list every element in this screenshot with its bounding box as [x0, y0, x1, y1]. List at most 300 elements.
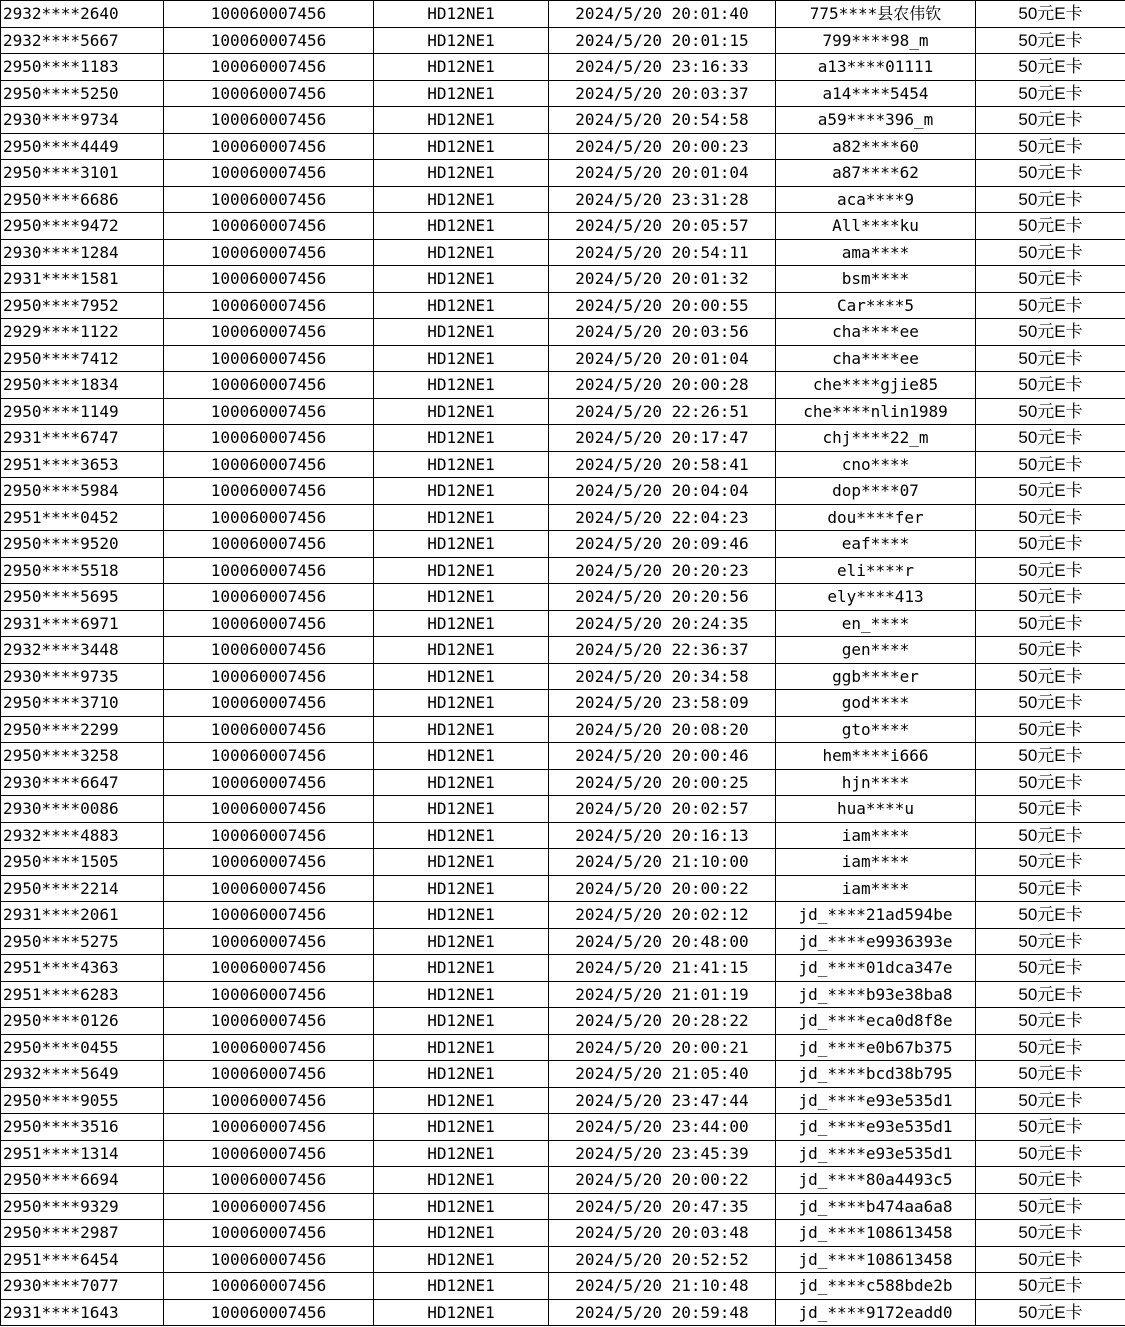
reward-cell: 50元E卡	[976, 902, 1125, 929]
user-cell: cno****	[776, 451, 976, 478]
table-row	[1, 1008, 1125, 1035]
user-cell: jd_****108613458	[776, 1246, 976, 1273]
product-id-cell: 100060007456	[164, 716, 374, 743]
product-id-cell: 100060007456	[164, 928, 374, 955]
datetime-cell: 2024/5/20 21:10:00	[549, 849, 776, 876]
order-id-cell: 2950****9329	[1, 1193, 164, 1220]
reward-cell: 50元E卡	[976, 292, 1125, 319]
user-cell: All****ku	[776, 213, 976, 240]
code-cell: HD12NE1	[374, 1061, 549, 1088]
order-id-cell: 2950****9055	[1, 1087, 164, 1114]
order-id-cell: 2950****2214	[1, 875, 164, 902]
user-cell: Car****5	[776, 292, 976, 319]
order-id-cell: 2951****4363	[1, 955, 164, 982]
code-cell: HD12NE1	[374, 981, 549, 1008]
records-table-body	[1, 1, 1125, 1326]
order-id-cell: 2932****5667	[1, 27, 164, 54]
product-id-cell: 100060007456	[164, 425, 374, 452]
table-row	[1, 584, 1125, 611]
reward-cell: 50元E卡	[976, 345, 1125, 372]
datetime-cell: 2024/5/20 20:54:58	[549, 107, 776, 134]
datetime-cell: 2024/5/20 21:41:15	[549, 955, 776, 982]
user-cell: a13****01111	[776, 54, 976, 81]
user-cell: 799****98_m	[776, 27, 976, 54]
product-id-cell: 100060007456	[164, 902, 374, 929]
code-cell: HD12NE1	[374, 1140, 549, 1167]
table-row	[1, 80, 1125, 107]
code-cell: HD12NE1	[374, 1273, 549, 1300]
table-row	[1, 398, 1125, 425]
table-row	[1, 372, 1125, 399]
table-row	[1, 1273, 1125, 1300]
product-id-cell: 100060007456	[164, 875, 374, 902]
user-cell: jd_****c588bde2b	[776, 1273, 976, 1300]
user-cell: jd_****21ad594be	[776, 902, 976, 929]
order-id-cell: 2951****6454	[1, 1246, 164, 1273]
code-cell: HD12NE1	[374, 1034, 549, 1061]
code-cell: HD12NE1	[374, 239, 549, 266]
code-cell: HD12NE1	[374, 1008, 549, 1035]
reward-cell: 50元E卡	[976, 531, 1125, 558]
reward-cell: 50元E卡	[976, 504, 1125, 531]
user-cell: aca****9	[776, 186, 976, 213]
user-cell: iam****	[776, 849, 976, 876]
order-id-cell: 2950****0126	[1, 1008, 164, 1035]
table-row	[1, 981, 1125, 1008]
reward-cell: 50元E卡	[976, 1114, 1125, 1141]
datetime-cell: 2024/5/20 20:01:04	[549, 160, 776, 187]
user-cell: jd_****108613458	[776, 1220, 976, 1247]
table-row	[1, 849, 1125, 876]
reward-cell: 50元E卡	[976, 663, 1125, 690]
datetime-cell: 2024/5/20 23:44:00	[549, 1114, 776, 1141]
code-cell: HD12NE1	[374, 796, 549, 823]
reward-cell: 50元E卡	[976, 160, 1125, 187]
product-id-cell: 100060007456	[164, 849, 374, 876]
code-cell: HD12NE1	[374, 107, 549, 134]
code-cell: HD12NE1	[374, 1087, 549, 1114]
datetime-cell: 2024/5/20 20:24:35	[549, 610, 776, 637]
order-id-cell: 2932****4883	[1, 822, 164, 849]
code-cell: HD12NE1	[374, 690, 549, 717]
reward-cell: 50元E卡	[976, 1220, 1125, 1247]
product-id-cell: 100060007456	[164, 186, 374, 213]
reward-cell: 50元E卡	[976, 822, 1125, 849]
table-row	[1, 504, 1125, 531]
datetime-cell: 2024/5/20 20:00:55	[549, 292, 776, 319]
table-row	[1, 451, 1125, 478]
code-cell: HD12NE1	[374, 1220, 549, 1247]
product-id-cell: 100060007456	[164, 54, 374, 81]
table-row	[1, 133, 1125, 160]
user-cell: jd_****e93e535d1	[776, 1114, 976, 1141]
table-row	[1, 663, 1125, 690]
reward-cell: 50元E卡	[976, 80, 1125, 107]
product-id-cell: 100060007456	[164, 107, 374, 134]
order-id-cell: 2930****0086	[1, 796, 164, 823]
order-id-cell: 2950****3710	[1, 690, 164, 717]
datetime-cell: 2024/5/20 20:34:58	[549, 663, 776, 690]
datetime-cell: 2024/5/20 20:54:11	[549, 239, 776, 266]
reward-cell: 50元E卡	[976, 875, 1125, 902]
reward-cell: 50元E卡	[976, 955, 1125, 982]
code-cell: HD12NE1	[374, 133, 549, 160]
reward-cell: 50元E卡	[976, 107, 1125, 134]
table-row	[1, 213, 1125, 240]
user-cell: 775****县农伟钦	[776, 1, 976, 28]
reward-cell: 50元E卡	[976, 54, 1125, 81]
product-id-cell: 100060007456	[164, 239, 374, 266]
order-id-cell: 2950****1149	[1, 398, 164, 425]
product-id-cell: 100060007456	[164, 1193, 374, 1220]
table-row	[1, 107, 1125, 134]
product-id-cell: 100060007456	[164, 981, 374, 1008]
product-id-cell: 100060007456	[164, 637, 374, 664]
order-id-cell: 2950****1834	[1, 372, 164, 399]
user-cell: jd_****e93e535d1	[776, 1087, 976, 1114]
product-id-cell: 100060007456	[164, 1167, 374, 1194]
order-id-cell: 2929****1122	[1, 319, 164, 346]
user-cell: en_****	[776, 610, 976, 637]
user-cell: dou****fer	[776, 504, 976, 531]
reward-cell: 50元E卡	[976, 1299, 1125, 1326]
table-row	[1, 637, 1125, 664]
user-cell: eaf****	[776, 531, 976, 558]
datetime-cell: 2024/5/20 20:58:41	[549, 451, 776, 478]
code-cell: HD12NE1	[374, 478, 549, 505]
order-id-cell: 2950****6694	[1, 1167, 164, 1194]
table-row	[1, 557, 1125, 584]
table-row	[1, 345, 1125, 372]
reward-cell: 50元E卡	[976, 398, 1125, 425]
user-cell: jd_****b93e38ba8	[776, 981, 976, 1008]
datetime-cell: 2024/5/20 20:04:04	[549, 478, 776, 505]
order-id-cell: 2950****2299	[1, 716, 164, 743]
order-id-cell: 2950****9472	[1, 213, 164, 240]
reward-cell: 50元E卡	[976, 743, 1125, 770]
order-id-cell: 2950****5275	[1, 928, 164, 955]
user-cell: cha****ee	[776, 345, 976, 372]
table-row	[1, 1167, 1125, 1194]
datetime-cell: 2024/5/20 23:45:39	[549, 1140, 776, 1167]
order-id-cell: 2950****6686	[1, 186, 164, 213]
product-id-cell: 100060007456	[164, 796, 374, 823]
user-cell: jd_****e93e535d1	[776, 1140, 976, 1167]
order-id-cell: 2931****6971	[1, 610, 164, 637]
table-row	[1, 716, 1125, 743]
product-id-cell: 100060007456	[164, 1220, 374, 1247]
product-id-cell: 100060007456	[164, 1061, 374, 1088]
code-cell: HD12NE1	[374, 743, 549, 770]
datetime-cell: 2024/5/20 23:31:28	[549, 186, 776, 213]
user-cell: a87****62	[776, 160, 976, 187]
code-cell: HD12NE1	[374, 663, 549, 690]
order-id-cell: 2950****3258	[1, 743, 164, 770]
datetime-cell: 2024/5/20 20:00:21	[549, 1034, 776, 1061]
datetime-cell: 2024/5/20 20:20:56	[549, 584, 776, 611]
datetime-cell: 2024/5/20 20:03:48	[549, 1220, 776, 1247]
reward-cell: 50元E卡	[976, 1061, 1125, 1088]
code-cell: HD12NE1	[374, 292, 549, 319]
table-row	[1, 160, 1125, 187]
datetime-cell: 2024/5/20 20:00:23	[549, 133, 776, 160]
code-cell: HD12NE1	[374, 1246, 549, 1273]
datetime-cell: 2024/5/20 20:01:04	[549, 345, 776, 372]
reward-cell: 50元E卡	[976, 796, 1125, 823]
product-id-cell: 100060007456	[164, 1087, 374, 1114]
product-id-cell: 100060007456	[164, 504, 374, 531]
order-id-cell: 2950****1505	[1, 849, 164, 876]
reward-cell: 50元E卡	[976, 186, 1125, 213]
reward-cell: 50元E卡	[976, 1140, 1125, 1167]
table-row	[1, 478, 1125, 505]
table-row	[1, 822, 1125, 849]
product-id-cell: 100060007456	[164, 1034, 374, 1061]
product-id-cell: 100060007456	[164, 1140, 374, 1167]
reward-cell: 50元E卡	[976, 690, 1125, 717]
code-cell: HD12NE1	[374, 1114, 549, 1141]
user-cell: dop****07	[776, 478, 976, 505]
order-id-cell: 2950****3101	[1, 160, 164, 187]
order-id-cell: 2932****3448	[1, 637, 164, 664]
table-row	[1, 955, 1125, 982]
reward-cell: 50元E卡	[976, 637, 1125, 664]
datetime-cell: 2024/5/20 20:00:25	[549, 769, 776, 796]
code-cell: HD12NE1	[374, 584, 549, 611]
product-id-cell: 100060007456	[164, 451, 374, 478]
table-row	[1, 1246, 1125, 1273]
reward-cell: 50元E卡	[976, 239, 1125, 266]
product-id-cell: 100060007456	[164, 213, 374, 240]
user-cell: ama****	[776, 239, 976, 266]
reward-cell: 50元E卡	[976, 557, 1125, 584]
code-cell: HD12NE1	[374, 345, 549, 372]
product-id-cell: 100060007456	[164, 372, 374, 399]
code-cell: HD12NE1	[374, 1193, 549, 1220]
code-cell: HD12NE1	[374, 716, 549, 743]
datetime-cell: 2024/5/20 20:16:13	[549, 822, 776, 849]
product-id-cell: 100060007456	[164, 531, 374, 558]
reward-cell: 50元E卡	[976, 451, 1125, 478]
product-id-cell: 100060007456	[164, 663, 374, 690]
product-id-cell: 100060007456	[164, 610, 374, 637]
reward-cell: 50元E卡	[976, 1167, 1125, 1194]
order-id-cell: 2950****0455	[1, 1034, 164, 1061]
product-id-cell: 100060007456	[164, 743, 374, 770]
order-id-cell: 2930****9735	[1, 663, 164, 690]
order-id-cell: 2950****7412	[1, 345, 164, 372]
table-row	[1, 1, 1125, 28]
code-cell: HD12NE1	[374, 27, 549, 54]
code-cell: HD12NE1	[374, 319, 549, 346]
user-cell: cha****ee	[776, 319, 976, 346]
order-id-cell: 2950****7952	[1, 292, 164, 319]
datetime-cell: 2024/5/20 20:28:22	[549, 1008, 776, 1035]
reward-cell: 50元E卡	[976, 716, 1125, 743]
datetime-cell: 2024/5/20 22:26:51	[549, 398, 776, 425]
user-cell: ggb****er	[776, 663, 976, 690]
order-id-cell: 2950****2987	[1, 1220, 164, 1247]
code-cell: HD12NE1	[374, 160, 549, 187]
product-id-cell: 100060007456	[164, 584, 374, 611]
order-id-cell: 2951****3653	[1, 451, 164, 478]
order-id-cell: 2931****6747	[1, 425, 164, 452]
datetime-cell: 2024/5/20 23:16:33	[549, 54, 776, 81]
product-id-cell: 100060007456	[164, 1, 374, 28]
user-cell: jd_****b474aa6a8	[776, 1193, 976, 1220]
table-row	[1, 319, 1125, 346]
user-cell: ely****413	[776, 584, 976, 611]
code-cell: HD12NE1	[374, 769, 549, 796]
table-row	[1, 1087, 1125, 1114]
product-id-cell: 100060007456	[164, 955, 374, 982]
datetime-cell: 2024/5/20 20:08:20	[549, 716, 776, 743]
code-cell: HD12NE1	[374, 213, 549, 240]
order-id-cell: 2950****3516	[1, 1114, 164, 1141]
product-id-cell: 100060007456	[164, 345, 374, 372]
code-cell: HD12NE1	[374, 451, 549, 478]
product-id-cell: 100060007456	[164, 1299, 374, 1326]
order-id-cell: 2931****1643	[1, 1299, 164, 1326]
reward-cell: 50元E卡	[976, 849, 1125, 876]
user-cell: a59****396_m	[776, 107, 976, 134]
datetime-cell: 2024/5/20 20:01:40	[549, 1, 776, 28]
user-cell: bsm****	[776, 266, 976, 293]
product-id-cell: 100060007456	[164, 319, 374, 346]
code-cell: HD12NE1	[374, 531, 549, 558]
datetime-cell: 2024/5/20 20:00:22	[549, 875, 776, 902]
reward-cell: 50元E卡	[976, 1, 1125, 28]
user-cell: a82****60	[776, 133, 976, 160]
table-row	[1, 1193, 1125, 1220]
datetime-cell: 2024/5/20 22:04:23	[549, 504, 776, 531]
product-id-cell: 100060007456	[164, 133, 374, 160]
table-row	[1, 239, 1125, 266]
code-cell: HD12NE1	[374, 849, 549, 876]
user-cell: jd_****80a4493c5	[776, 1167, 976, 1194]
product-id-cell: 100060007456	[164, 1246, 374, 1273]
product-id-cell: 100060007456	[164, 557, 374, 584]
product-id-cell: 100060007456	[164, 292, 374, 319]
product-id-cell: 100060007456	[164, 398, 374, 425]
table-row	[1, 1061, 1125, 1088]
code-cell: HD12NE1	[374, 372, 549, 399]
code-cell: HD12NE1	[374, 822, 549, 849]
order-id-cell: 2930****7077	[1, 1273, 164, 1300]
code-cell: HD12NE1	[374, 902, 549, 929]
table-row	[1, 1299, 1125, 1326]
reward-cell: 50元E卡	[976, 1246, 1125, 1273]
datetime-cell: 2024/5/20 21:05:40	[549, 1061, 776, 1088]
datetime-cell: 2024/5/20 20:52:52	[549, 1246, 776, 1273]
reward-cell: 50元E卡	[976, 1193, 1125, 1220]
order-id-cell: 2951****6283	[1, 981, 164, 1008]
reward-cell: 50元E卡	[976, 981, 1125, 1008]
order-id-cell: 2950****1183	[1, 54, 164, 81]
code-cell: HD12NE1	[374, 54, 549, 81]
reward-cell: 50元E卡	[976, 27, 1125, 54]
table-row	[1, 610, 1125, 637]
user-cell: iam****	[776, 875, 976, 902]
order-id-cell: 2951****1314	[1, 1140, 164, 1167]
datetime-cell: 2024/5/20 20:05:57	[549, 213, 776, 240]
code-cell: HD12NE1	[374, 398, 549, 425]
user-cell: gto****	[776, 716, 976, 743]
reward-cell: 50元E卡	[976, 1087, 1125, 1114]
order-id-cell: 2932****5649	[1, 1061, 164, 1088]
reward-cell: 50元E卡	[976, 1034, 1125, 1061]
reward-cell: 50元E卡	[976, 266, 1125, 293]
product-id-cell: 100060007456	[164, 769, 374, 796]
datetime-cell: 2024/5/20 20:20:23	[549, 557, 776, 584]
user-cell: jd_****e9936393e	[776, 928, 976, 955]
order-id-cell: 2950****4449	[1, 133, 164, 160]
table-row	[1, 1034, 1125, 1061]
order-id-cell: 2950****5695	[1, 584, 164, 611]
datetime-cell: 2024/5/20 21:10:48	[549, 1273, 776, 1300]
reward-cell: 50元E卡	[976, 769, 1125, 796]
order-id-cell: 2930****1284	[1, 239, 164, 266]
user-cell: che****gjie85	[776, 372, 976, 399]
table-row	[1, 531, 1125, 558]
user-cell: gen****	[776, 637, 976, 664]
table-row	[1, 690, 1125, 717]
reward-cell: 50元E卡	[976, 425, 1125, 452]
user-cell: a14****5454	[776, 80, 976, 107]
code-cell: HD12NE1	[374, 80, 549, 107]
code-cell: HD12NE1	[374, 1167, 549, 1194]
user-cell: jd_****e0b67b375	[776, 1034, 976, 1061]
datetime-cell: 2024/5/20 20:47:35	[549, 1193, 776, 1220]
datetime-cell: 2024/5/20 20:00:22	[549, 1167, 776, 1194]
datetime-cell: 2024/5/20 20:00:28	[549, 372, 776, 399]
product-id-cell: 100060007456	[164, 27, 374, 54]
product-id-cell: 100060007456	[164, 690, 374, 717]
user-cell: iam****	[776, 822, 976, 849]
reward-cell: 50元E卡	[976, 133, 1125, 160]
table-row	[1, 928, 1125, 955]
datetime-cell: 2024/5/20 21:01:19	[549, 981, 776, 1008]
product-id-cell: 100060007456	[164, 1114, 374, 1141]
product-id-cell: 100060007456	[164, 1008, 374, 1035]
code-cell: HD12NE1	[374, 875, 549, 902]
datetime-cell: 2024/5/20 20:03:56	[549, 319, 776, 346]
datetime-cell: 2024/5/20 20:09:46	[549, 531, 776, 558]
code-cell: HD12NE1	[374, 425, 549, 452]
user-cell: god****	[776, 690, 976, 717]
order-id-cell: 2950****5518	[1, 557, 164, 584]
user-cell: jd_****bcd38b795	[776, 1061, 976, 1088]
code-cell: HD12NE1	[374, 504, 549, 531]
datetime-cell: 2024/5/20 20:02:12	[549, 902, 776, 929]
table-row	[1, 743, 1125, 770]
reward-cell: 50元E卡	[976, 584, 1125, 611]
datetime-cell: 2024/5/20 20:03:37	[549, 80, 776, 107]
code-cell: HD12NE1	[374, 186, 549, 213]
table-row	[1, 266, 1125, 293]
order-id-cell: 2931****1581	[1, 266, 164, 293]
code-cell: HD12NE1	[374, 955, 549, 982]
code-cell: HD12NE1	[374, 928, 549, 955]
datetime-cell: 2024/5/20 20:01:32	[549, 266, 776, 293]
reward-cell: 50元E卡	[976, 1273, 1125, 1300]
product-id-cell: 100060007456	[164, 1273, 374, 1300]
user-cell: eli****r	[776, 557, 976, 584]
code-cell: HD12NE1	[374, 1299, 549, 1326]
datetime-cell: 2024/5/20 20:01:15	[549, 27, 776, 54]
datetime-cell: 2024/5/20 20:02:57	[549, 796, 776, 823]
code-cell: HD12NE1	[374, 637, 549, 664]
